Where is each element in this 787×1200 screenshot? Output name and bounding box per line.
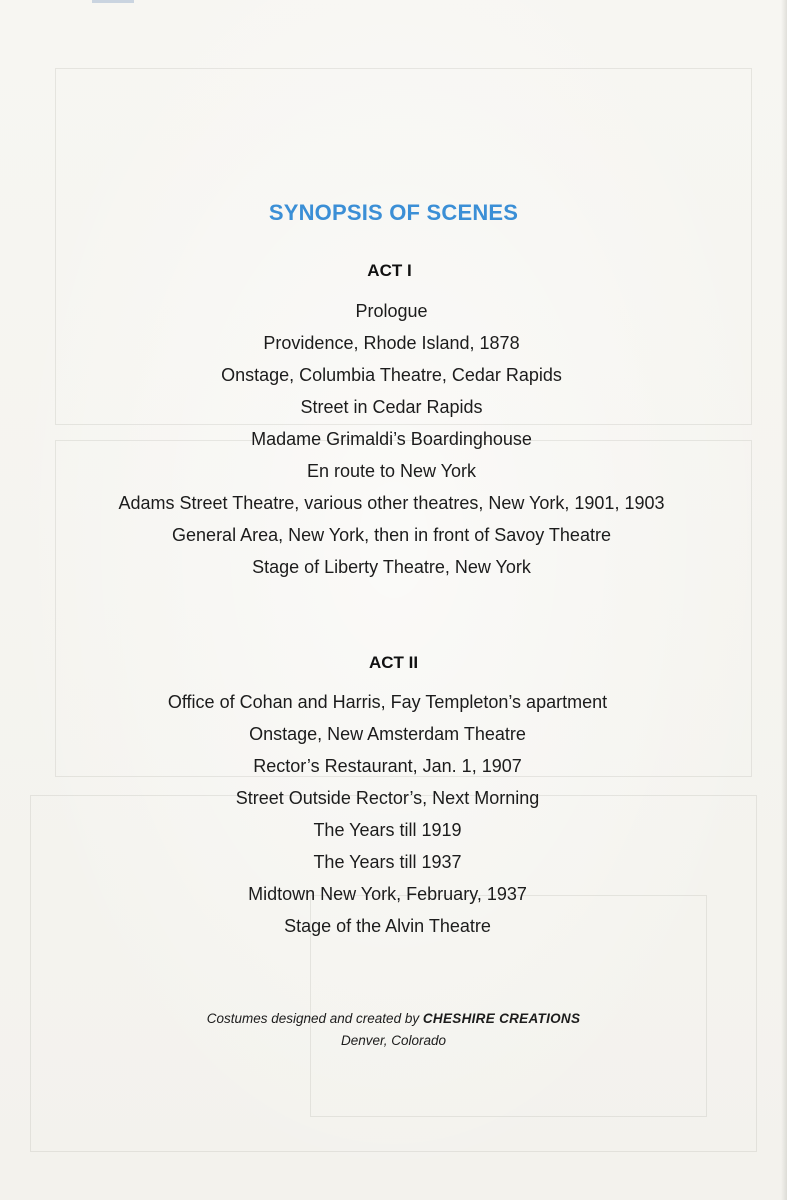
scene-item: Office of Cohan and Harris, Fay Templeton’s apartment	[167, 692, 608, 712]
scene-item: The Years till 1919	[313, 820, 462, 840]
act-two-heading: ACT II	[368, 653, 419, 672]
scene-item: General Area, New York, then in front of Savoy Theatre	[172, 525, 611, 545]
scene-item: Providence, Rhode Island, 1878	[263, 333, 520, 353]
scene-item: Street in Cedar Rapids	[300, 397, 483, 417]
scene-item: Street Outside Rector’s, Next Morning	[235, 788, 540, 808]
scene-item: Adams Street Theatre, various other theatres, New York, 1901, 1903	[118, 493, 665, 513]
scene-item: The Years till 1937	[313, 852, 462, 872]
credit-line	[0, 1008, 787, 1030]
scene-item: En route to New York	[306, 461, 477, 481]
act-one-heading: ACT I	[367, 261, 412, 280]
designer-location: Denver, Colorado	[340, 1033, 447, 1048]
designer-name: CHESHIRE CREATIONS	[422, 1011, 581, 1026]
credit-prefix: Costumes designed and created by	[206, 1011, 420, 1026]
act-two-scene-list	[0, 686, 781, 942]
scene-item: Stage of Liberty Theatre, New York	[252, 557, 531, 577]
scene-item: Madame Grimaldi’s Boardinghouse	[251, 429, 532, 449]
scene-item: Onstage, Columbia Theatre, Cedar Rapids	[221, 365, 562, 385]
costume-credits	[0, 1008, 787, 1052]
scene-item: Stage of the Alvin Theatre	[284, 916, 491, 936]
act-one-scene-list	[0, 295, 785, 583]
scene-item: Rector’s Restaurant, Jan. 1, 1907	[253, 756, 522, 776]
page-title: SYNOPSIS OF SCENES	[268, 200, 519, 225]
corner-mark	[92, 0, 134, 3]
scene-item: Onstage, New Amsterdam Theatre	[249, 724, 526, 744]
scene-item: Midtown New York, February, 1937	[248, 884, 527, 904]
scene-item: Prologue	[355, 301, 428, 321]
